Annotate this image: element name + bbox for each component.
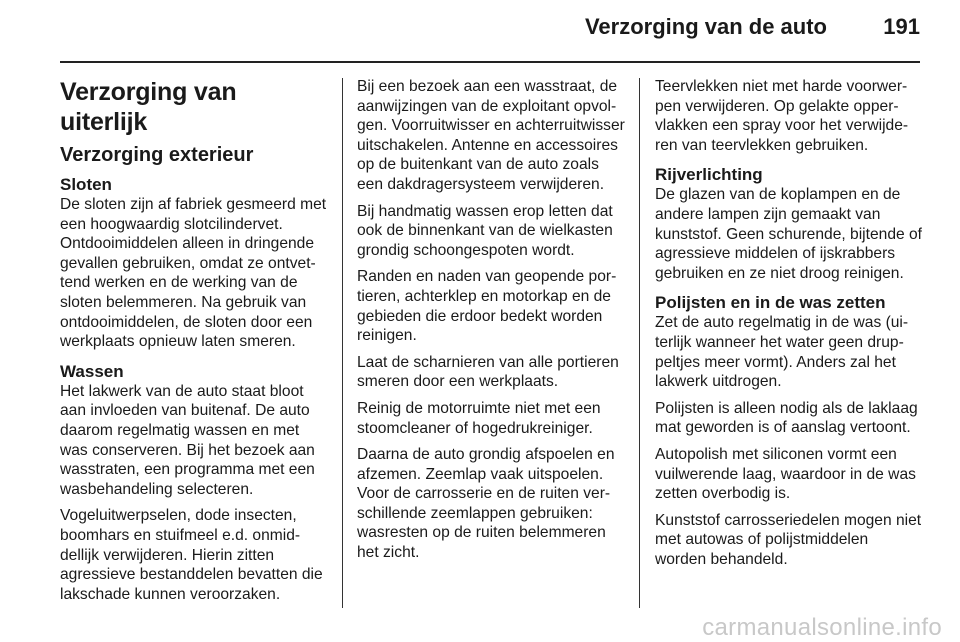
column-2 <box>357 77 625 570</box>
edges-paragraph: Randen en naden van geopende portieren, achterklep en motorkap en de gebieden die erdoor bedekt worden reinigen. <box>357 268 617 345</box>
column-1 <box>60 77 328 611</box>
handwash-paragraph: Bij handmatig wassen erop letten dat ook de binnenkant van de wielkasten grondig schoongespoten wordt. <box>357 202 613 259</box>
wassen-paragraph-1: Het lakwerk van de auto staat bloot aan invloeden van buitenaf. De auto daarom regelmatig wassen en met was conserveren. Bij het bezoek aan wasstraten, een programma met een wasbehandeling selecteren. <box>60 382 315 498</box>
polijsten-paragraph-1: Zet de auto regelmatig in de was (uiterlijk wanneer het water geen druppeltjes meer vormt). Anders zal het lakwerk uitdrogen. <box>655 314 909 391</box>
polijsten-paragraph-3: Autopolish met siliconen vormt een vuilwerende laag, waardoor in de was zetten overbodig is. <box>655 445 916 503</box>
header-title: Verzorging van de auto <box>584 14 827 39</box>
wassen-paragraph-2: Vogeluitwerpselen, dode insecten, boomhars en stuifmeel e.d. onmiddellijk verwijderen. Hierin zitten agressieve bestanddelen bevatten die lakschade kunnen veroorzaken. <box>60 507 323 603</box>
engine-bay-paragraph: Reinig de motorruimte niet met een stoomcleaner of hogedrukreiniger. <box>357 399 601 437</box>
column-divider-1 <box>342 78 343 608</box>
subsection-heading: Verzorging exterieur <box>60 144 254 166</box>
hinges-paragraph: Laat de scharnieren van alle portieren smeren door een werkplaats. <box>357 353 619 391</box>
page-number: 191 <box>883 14 920 39</box>
polijsten-paragraph-4: Kunststof carrosseriedelen mogen niet met autowas of polijstmiddelen worden behandeld. <box>655 511 922 568</box>
column-divider-2 <box>639 78 640 608</box>
polijsten-paragraph-2: Polijsten is alleen nodig als de laklaag mat geworden is of aanslag vertoont. <box>655 399 918 437</box>
column-3 <box>655 77 923 576</box>
carwash-paragraph: Bij een bezoek aan een wasstraat, de aanwijzingen van de exploitant opvolgen. Voorruitwisser en achterruitwisser uitschakelen. Antenne en accessoires op de buitenkant van de auto zoals een dakdragersysteem verwijderen. <box>357 78 625 193</box>
watermark: carmanualsonline.info <box>702 614 942 641</box>
wassen-heading: Wassen <box>60 361 124 381</box>
sloten-paragraph: De sloten zijn af fabriek gesmeerd met een hoogwaardig slotcilindervet. Ontdooimiddelen alleen in dringende gevallen gebruiken, omdat ze ontvettend werken en de werking van de sloten belemmeren. Na gebruik van ontdooimiddelen, de sloten door een werkplaats opnieuw laten smeren. <box>60 196 327 351</box>
header-rule <box>60 61 920 63</box>
polijsten-heading: Polijsten en in de was zetten <box>655 293 886 313</box>
section-heading: Verzorging van uiterlijk <box>60 78 237 136</box>
verlichting-heading: Rijverlichting <box>655 165 763 185</box>
verlichting-paragraph: De glazen van de koplampen en de andere lampen zijn gemaakt van kunststof. Geen schurende, bijtende of agressieve middelen of ijskrabbers gebruiken en ze niet droog reinigen. <box>655 186 922 282</box>
sloten-heading: Sloten <box>60 175 112 194</box>
rinse-paragraph: Daarna de auto grondig afspoelen en afzemen. Zeemlap vaak uitspoelen. Voor de carrosserie en de ruiten verschillende zeemlappen gebruiken: wasresten op de ruiten belemmeren het zicht. <box>357 446 615 562</box>
tar-paragraph: Teervlekken niet met harde voorwerpen verwijderen. Op gelakte oppervlakken een spray voor het verwijderen van teervlekken gebruiken. <box>655 78 909 154</box>
